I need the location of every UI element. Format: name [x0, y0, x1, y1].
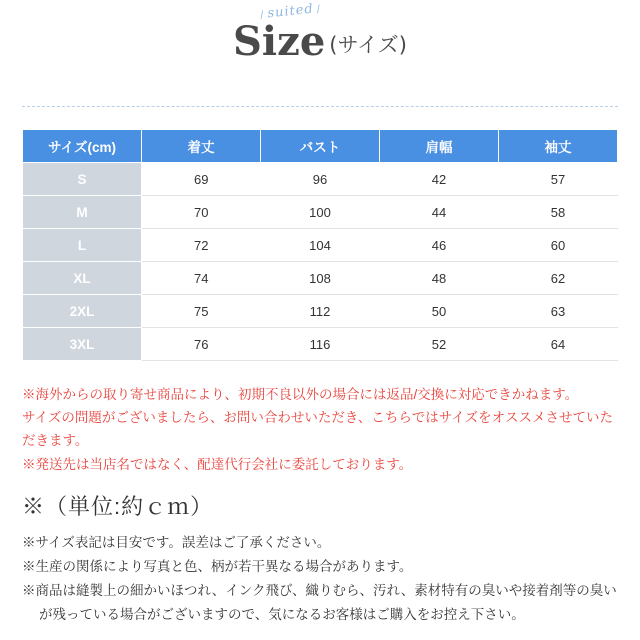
size-table — [22, 129, 618, 361]
cell-shoulder: 50 — [380, 295, 499, 328]
cell-bust: 100 — [261, 196, 380, 229]
cell-shoulder: 44 — [380, 196, 499, 229]
table-row — [23, 196, 618, 229]
row-label: 2XL — [23, 295, 142, 328]
cell-bust: 96 — [261, 163, 380, 196]
cell-length: 69 — [142, 163, 261, 196]
table-row — [23, 262, 618, 295]
page-header — [22, 0, 618, 94]
red-note-line: ※海外からの取り寄せ商品により、初期不良以外の場合には返品/交換に対応できかねます。 — [22, 387, 579, 402]
row-label: 3XL — [23, 328, 142, 361]
unit-note: ※（単位:約ｃｍ） — [22, 493, 214, 519]
header-divider — [22, 106, 618, 107]
cell-bust: 104 — [261, 229, 380, 262]
cell-length: 70 — [142, 196, 261, 229]
title-group — [233, 1, 407, 65]
size-table-body — [23, 163, 618, 361]
cell-bust: 108 — [261, 262, 380, 295]
column-header-bust: バスト — [261, 130, 380, 163]
red-note-line: サイズの問題がございましたら、お問い合わせいただき、こちらではサイズをオススメさせていただきます。 — [22, 410, 614, 449]
cell-shoulder: 42 — [380, 163, 499, 196]
column-header-length: 着丈 — [142, 130, 261, 163]
red-notes — [22, 383, 618, 476]
black-note-line: ※商品は縫製上の細かいほつれ、インク飛び、織りむら、汚れ、素材特有の臭いや接着剤等の臭いが残っている場合がございますので、気になるお客様はご購入をお控え下さい。 — [22, 582, 617, 622]
row-label: S — [23, 163, 142, 196]
table-row — [23, 295, 618, 328]
row-label: M — [23, 196, 142, 229]
black-note-line: ※生産の関係により写真と色、柄が若干異なる場合があります。 — [22, 558, 413, 574]
cell-length: 74 — [142, 262, 261, 295]
cell-sleeve: 57 — [499, 163, 618, 196]
cell-sleeve: 60 — [499, 229, 618, 262]
black-note-line: ※サイズ表記は目安です。誤差はご了承ください。 — [22, 534, 331, 550]
black-notes — [22, 531, 618, 627]
table-row — [23, 163, 618, 196]
column-header-sleeve: 袖丈 — [499, 130, 618, 163]
cell-length: 72 — [142, 229, 261, 262]
cell-bust: 112 — [261, 295, 380, 328]
cell-sleeve: 62 — [499, 262, 618, 295]
table-header-row — [23, 130, 618, 163]
cell-shoulder: 48 — [380, 262, 499, 295]
column-header-shoulder: 肩幅 — [380, 130, 499, 163]
cell-sleeve: 63 — [499, 295, 618, 328]
cell-shoulder: 52 — [380, 328, 499, 361]
cell-bust: 116 — [261, 328, 380, 361]
page-title: Size — [233, 18, 326, 65]
red-note-line: ※発送先は当店名ではなく、配達代行会社に委託しております。 — [22, 456, 413, 472]
table-row — [23, 328, 618, 361]
title-script-accent: / suited / — [259, 1, 322, 22]
size-table-head — [23, 130, 618, 163]
row-label: XL — [23, 262, 142, 295]
table-row — [23, 229, 618, 262]
column-header-size: サイズ(cm) — [23, 130, 142, 163]
cell-length: 76 — [142, 328, 261, 361]
cell-sleeve: 64 — [499, 328, 618, 361]
cell-length: 75 — [142, 295, 261, 328]
page-title-japanese: (サイズ) — [329, 33, 407, 57]
cell-sleeve: 58 — [499, 196, 618, 229]
cell-shoulder: 46 — [380, 229, 499, 262]
row-label: L — [23, 229, 142, 262]
